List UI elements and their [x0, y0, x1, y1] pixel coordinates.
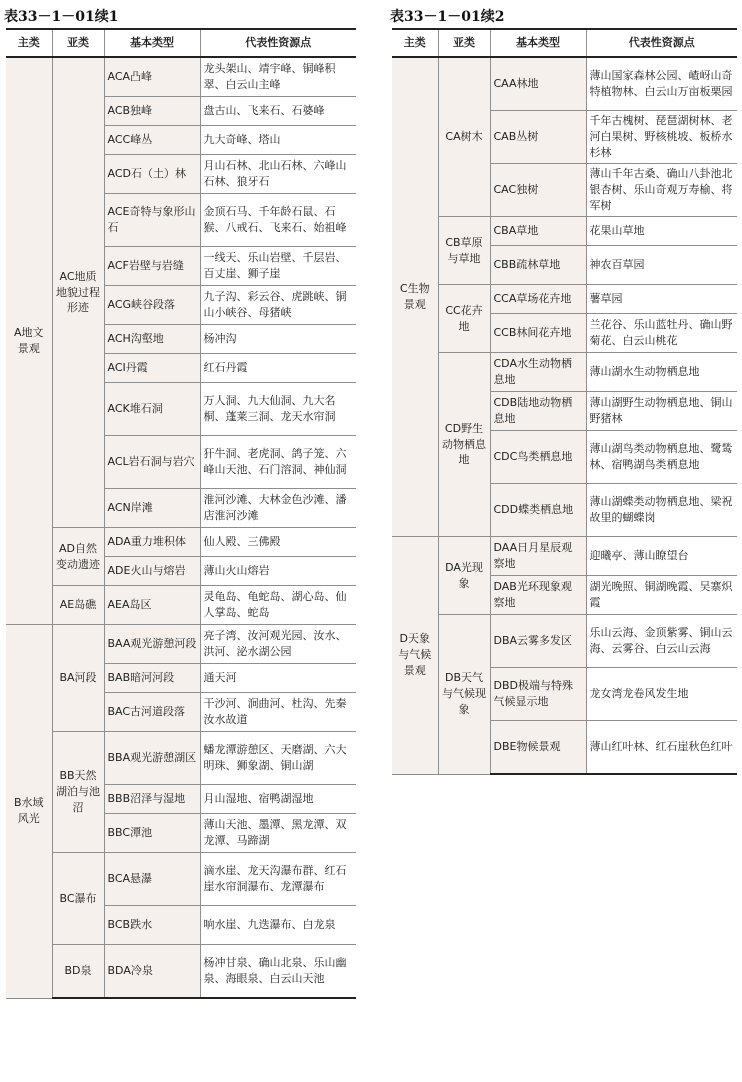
- basic-type-cell: CCB林间花卉地: [490, 314, 586, 353]
- table-caption: 表33－1－01续1: [4, 9, 119, 25]
- subclass-cell: AE岛礁: [52, 586, 104, 625]
- header-basic-type: 基本类型: [104, 29, 200, 57]
- header-representative: 代表性资源点: [200, 29, 356, 57]
- table-row: [6, 945, 356, 999]
- basic-type-cell: CAB丛树: [490, 111, 586, 164]
- table-caption: 表33－1－01续2: [390, 9, 505, 25]
- basic-type-cell: BAB暗河河段: [104, 664, 200, 693]
- basic-type-cell: CAC独树: [490, 164, 586, 217]
- basic-type-cell: DBE物候景观: [490, 721, 586, 775]
- subclass-cell: CB草原与草地: [438, 217, 490, 285]
- basic-type-cell: ACH沟壑地: [104, 325, 200, 354]
- basic-type-cell: AEA岛区: [104, 586, 200, 625]
- table-row: [6, 732, 356, 785]
- subclass-cell: DA光现象: [438, 537, 490, 615]
- table-row: [6, 625, 356, 664]
- representative-cell: 盘古山、飞来石、石婆峰: [200, 97, 356, 126]
- subclass-cell: CD野生动物栖息地: [438, 353, 490, 537]
- header-basic-type: 基本类型: [490, 29, 586, 57]
- representative-cell: 千年古槐树、琵琶湖树林、老河白果树、野核桃坡、板桥水杉林: [586, 111, 737, 164]
- basic-type-cell: BAC古河道段落: [104, 693, 200, 732]
- basic-type-cell: ACI丹霞: [104, 354, 200, 383]
- basic-type-cell: ADA重力堆积体: [104, 528, 200, 557]
- basic-type-cell: CDA水生动物栖息地: [490, 353, 586, 392]
- table-row: [392, 537, 737, 576]
- table-row: [392, 285, 737, 314]
- representative-cell: 薄山红叶林、红石崖秋色红叶: [586, 721, 737, 775]
- representative-cell: 九大奇峰、塔山: [200, 126, 356, 155]
- basic-type-cell: CBB疏林草地: [490, 246, 586, 285]
- subclass-cell: AD自然变动遗迹: [52, 528, 104, 586]
- representative-cell: 薄山湖水生动物栖息地: [586, 353, 737, 392]
- representative-cell: 薄山天池、墨潭、黑龙潭、双龙潭、马蹄湖: [200, 814, 356, 853]
- table-row: [392, 217, 737, 246]
- header-main-class: 主类: [6, 29, 52, 57]
- table-left: [6, 6, 356, 999]
- main-class-cell: B水域风光: [6, 625, 52, 999]
- representative-cell: 九子沟、彩云谷、虎跳峡、铜山小峡谷、母猪峡: [200, 286, 356, 325]
- representative-cell: 薄山湖野生动物栖息地、铜山野猪林: [586, 392, 737, 431]
- basic-type-cell: DAA日月星辰观察地: [490, 537, 586, 576]
- representative-cell: 灵龟岛、龟蛇岛、湖心岛、仙人掌岛、蛇岛: [200, 586, 356, 625]
- representative-cell: 薯草园: [586, 285, 737, 314]
- basic-type-cell: BAA观光游憩河段: [104, 625, 200, 664]
- representative-cell: 仙人殿、三佛殿: [200, 528, 356, 557]
- representative-cell: 金顶石马、千年龄石鼠、石猴、八戒石、飞来石、始祖峰: [200, 194, 356, 247]
- header-representative: 代表性资源点: [586, 29, 737, 57]
- basic-type-cell: ACC峰丛: [104, 126, 200, 155]
- representative-cell: 乐山云海、金顶紫雾、铜山云海、云雾谷、白云山云海: [586, 615, 737, 668]
- table-row: [6, 528, 356, 557]
- table-row: [392, 615, 737, 668]
- table-row: [6, 57, 356, 97]
- representative-cell: 干沙河、涧曲河、杜沟、先秦汝水故道: [200, 693, 356, 732]
- basic-type-cell: BDA冷泉: [104, 945, 200, 999]
- representative-cell: 花果山草地: [586, 217, 737, 246]
- subclass-cell: BD泉: [52, 945, 104, 999]
- subclass-cell: CC花卉地: [438, 285, 490, 353]
- header-subclass: 亚类: [438, 29, 490, 57]
- representative-cell: 薄山湖蝶类动物栖息地、梁祝故里的蝴蝶岗: [586, 484, 737, 537]
- basic-type-cell: CBA草地: [490, 217, 586, 246]
- basic-type-cell: DBD极端与特殊气候显示地: [490, 668, 586, 721]
- basic-type-cell: ACK堆石洞: [104, 383, 200, 436]
- basic-type-cell: BBA观光游憩湖区: [104, 732, 200, 785]
- basic-type-cell: CDD蝶类栖息地: [490, 484, 586, 537]
- representative-cell: 薄山千年古桑、确山八卦池北银杏树、乐山奇观万寿榆、将军树: [586, 164, 737, 217]
- basic-type-cell: ACG峡谷段落: [104, 286, 200, 325]
- representative-cell: 迎曦亭、薄山瞭望台: [586, 537, 737, 576]
- basic-type-cell: ACL岩石洞与岩穴: [104, 436, 200, 489]
- representative-cell: 亮子湾、汝河观光园、汝水、洪河、泌水湖公园: [200, 625, 356, 664]
- header-row: [6, 29, 356, 57]
- subclass-cell: BA河段: [52, 625, 104, 732]
- resource-table: [6, 28, 356, 999]
- resource-table: [392, 28, 737, 775]
- representative-cell: 薄山火山熔岩: [200, 557, 356, 586]
- basic-type-cell: DAB光环现象观察地: [490, 576, 586, 615]
- header-subclass: 亚类: [52, 29, 104, 57]
- representative-cell: 红石丹霞: [200, 354, 356, 383]
- table-row: [6, 586, 356, 625]
- basic-type-cell: ACA凸峰: [104, 57, 200, 97]
- main-class-cell: D天象与气候景观: [392, 537, 438, 775]
- representative-cell: 月山石林、北山石林、六峰山石林、狼牙石: [200, 155, 356, 194]
- representative-cell: 神农百草园: [586, 246, 737, 285]
- table-row: [6, 853, 356, 906]
- representative-cell: 蟠龙潭游憩区、天磨湖、六大明珠、狮象湖、铜山湖: [200, 732, 356, 785]
- subclass-cell: DB天气与气候现象: [438, 615, 490, 775]
- representative-cell: 一线天、乐山岩壁、千层岩、百丈崖、狮子崖: [200, 247, 356, 286]
- basic-type-cell: ACE奇特与象形山石: [104, 194, 200, 247]
- representative-cell: 龙头架山、靖宇峰、铜峰积翠、白云山主峰: [200, 57, 356, 97]
- table-row: [392, 57, 737, 111]
- subclass-cell: BC瀑布: [52, 853, 104, 945]
- basic-type-cell: BCA悬瀑: [104, 853, 200, 906]
- basic-type-cell: ACD石（土）林: [104, 155, 200, 194]
- basic-type-cell: BBB沼泽与湿地: [104, 785, 200, 814]
- main-class-cell: C生物景观: [392, 57, 438, 537]
- basic-type-cell: CCA草场花卉地: [490, 285, 586, 314]
- subclass-cell: CA树木: [438, 57, 490, 217]
- representative-cell: 兰花谷、乐山蓝牡丹、确山野菊花、白云山桃花: [586, 314, 737, 353]
- basic-type-cell: ACB独峰: [104, 97, 200, 126]
- representative-cell: 响水崖、九迭瀑布、白龙泉: [200, 906, 356, 945]
- basic-type-cell: CAA林地: [490, 57, 586, 111]
- representative-cell: 龙女湾龙卷风发生地: [586, 668, 737, 721]
- representative-cell: 杨冲甘泉、确山北泉、乐山幽泉、海眼泉、白云山天池: [200, 945, 356, 999]
- basic-type-cell: CDB陆地动物栖息地: [490, 392, 586, 431]
- header-main-class: 主类: [392, 29, 438, 57]
- basic-type-cell: BBC潭池: [104, 814, 200, 853]
- representative-cell: 月山湿地、宿鸭湖湿地: [200, 785, 356, 814]
- basic-type-cell: DBA云雾多发区: [490, 615, 586, 668]
- table-body: [392, 57, 737, 774]
- representative-cell: 淮河沙滩、大林金色沙滩、潘店淮河沙滩: [200, 489, 356, 528]
- subclass-cell: BB天然湖泊与池沼: [52, 732, 104, 853]
- representative-cell: 杨冲沟: [200, 325, 356, 354]
- representative-cell: 万人洞、九大仙洞、九大名桐、蓬莱三洞、龙天水帘洞: [200, 383, 356, 436]
- basic-type-cell: BCB跌水: [104, 906, 200, 945]
- representative-cell: 通天河: [200, 664, 356, 693]
- representative-cell: 犴牛洞、老虎洞、鸽子笼、六峰山天池、石门溶洞、神仙洞: [200, 436, 356, 489]
- basic-type-cell: ADE火山与熔岩: [104, 557, 200, 586]
- header-row: [392, 29, 737, 57]
- table-body: [6, 57, 356, 998]
- table-right: [392, 6, 737, 775]
- basic-type-cell: ACF岩壁与岩缝: [104, 247, 200, 286]
- representative-cell: 滴水崖、龙天沟瀑布群、红石崖水帘洞瀑布、龙潭瀑布: [200, 853, 356, 906]
- representative-cell: 薄山国家森林公园、嵖岈山奇特植物林、白云山万亩板栗园: [586, 57, 737, 111]
- table-row: [392, 353, 737, 392]
- representative-cell: 湖光晚照、铜湖晚霞、吴寨炽霞: [586, 576, 737, 615]
- basic-type-cell: CDC鸟类栖息地: [490, 431, 586, 484]
- basic-type-cell: ACN岸滩: [104, 489, 200, 528]
- representative-cell: 薄山湖鸟类动物栖息地、鹭鸶林、宿鸭湖鸟类栖息地: [586, 431, 737, 484]
- main-class-cell: A地文景观: [6, 57, 52, 625]
- subclass-cell: AC地质地貌过程形迹: [52, 57, 104, 528]
